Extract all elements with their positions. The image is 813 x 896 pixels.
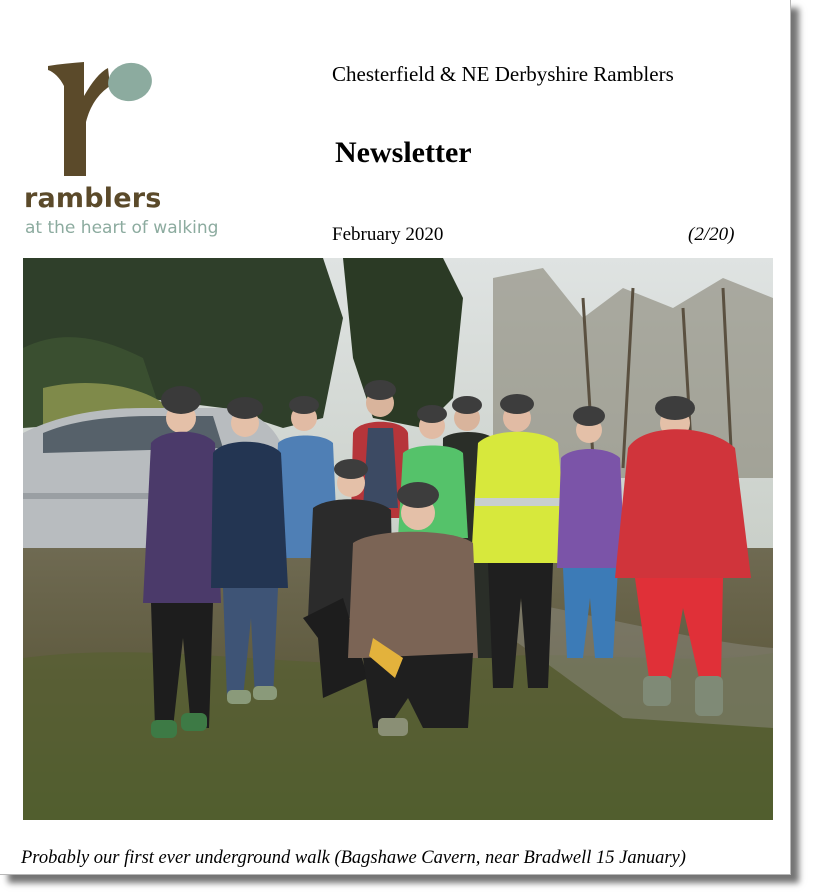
issue-date: February 2020 <box>332 224 444 245</box>
photo-caption: Probably our first ever underground walk (Bagshawe Cavern, near Bradwell 15 January) <box>21 848 686 868</box>
newsletter-title: Newsletter <box>335 136 472 169</box>
ramblers-r-mark-icon <box>46 60 156 180</box>
issue-number: (2/20) <box>688 224 735 245</box>
logo-tagline: at the heart of walking <box>25 218 219 238</box>
group-photo-illustration <box>23 258 773 820</box>
group-photo <box>23 258 773 820</box>
logo-wordmark: ramblers <box>24 183 162 214</box>
ramblers-logo <box>24 60 254 245</box>
organisation-name: Chesterfield & NE Derbyshire Ramblers <box>332 62 674 86</box>
